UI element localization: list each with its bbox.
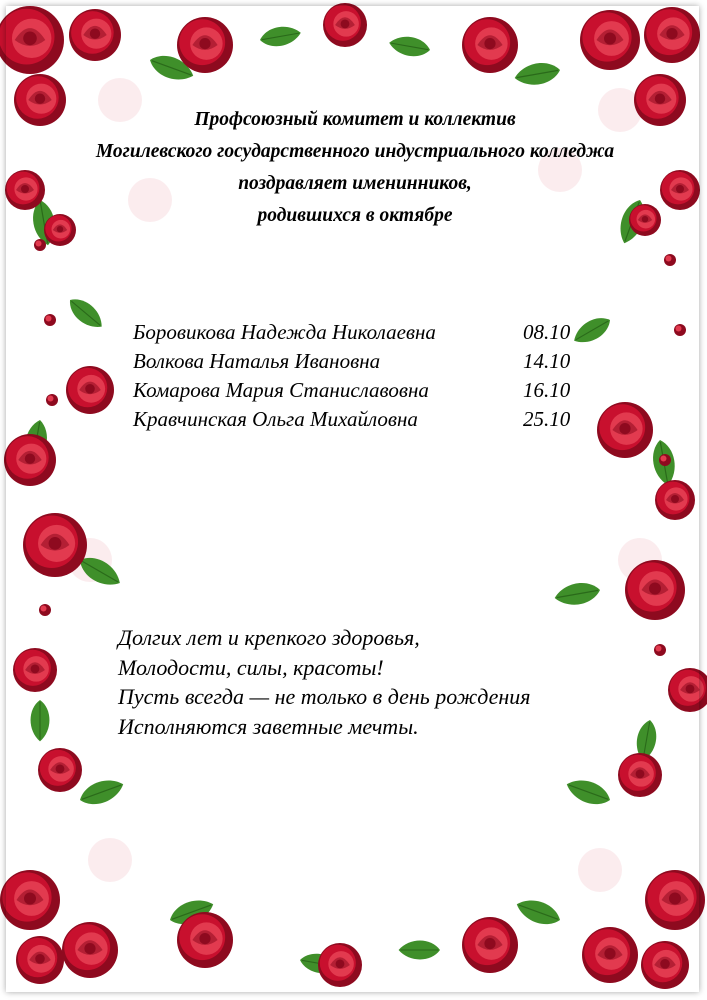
celebrant-name: Кравчинская Ольга Михайловна (133, 407, 418, 431)
leaf (513, 60, 562, 89)
pale-petal (578, 848, 622, 892)
rose (625, 560, 685, 620)
list-item (133, 376, 593, 405)
rose-bud-highlight (676, 326, 682, 332)
greeting-header (40, 104, 670, 232)
leaf (399, 941, 440, 960)
celebrants-list (133, 318, 593, 434)
celebrant-date: 08.10 (523, 320, 571, 344)
rose (0, 6, 64, 74)
poem-line: Исполняются заветные мечты. (118, 713, 419, 739)
rose (323, 3, 367, 47)
celebrant-name: Комарова Мария Станиславовна (133, 378, 429, 402)
rose (177, 17, 233, 73)
header-line: Могилевского государственного индустриального колледжа (95, 141, 615, 162)
rose (462, 17, 518, 73)
rose-bud-highlight (661, 456, 667, 462)
leaf (563, 774, 613, 809)
header-line: поздравляет именинников, (238, 173, 472, 194)
rose (177, 912, 233, 968)
list-item (133, 347, 593, 376)
rose (618, 753, 662, 797)
rose (641, 941, 689, 989)
rose-bud-highlight (656, 646, 662, 652)
greeting-poem (118, 623, 638, 741)
rose (16, 936, 64, 984)
rose (644, 7, 700, 63)
rose (23, 513, 87, 577)
celebrant-date: 25.10 (523, 407, 571, 431)
leaf (31, 700, 50, 741)
rose (4, 434, 56, 486)
rose (62, 922, 118, 978)
rose (597, 402, 653, 458)
rose-bud-highlight (46, 316, 52, 322)
rose (655, 480, 695, 520)
list-item (133, 405, 593, 434)
rose (13, 648, 57, 692)
poem-line: Молодости, силы, красоты! (118, 654, 384, 680)
rose (668, 668, 707, 712)
rose (66, 366, 114, 414)
rose (0, 870, 60, 930)
celebrant-date: 14.10 (523, 349, 571, 373)
leaf (388, 34, 432, 60)
leaf (76, 774, 126, 809)
poem-line: Пусть всегда — не только в день рождения (118, 684, 531, 709)
pale-petal (88, 838, 132, 882)
leaf (513, 894, 563, 929)
rose (580, 10, 640, 70)
leaf (553, 580, 602, 609)
celebrant-date: 16.10 (523, 378, 571, 402)
celebrant-name: Боровикова Надежда Николаевна (133, 320, 436, 344)
leaf (258, 24, 302, 50)
rose (645, 870, 705, 930)
rose-bud-highlight (41, 606, 47, 612)
rose (582, 927, 638, 983)
rose (5, 170, 45, 210)
list-item (133, 318, 593, 347)
poem-line: Долгих лет и крепкого здоровья, (118, 625, 420, 650)
header-line: родившихся в октябре (257, 205, 453, 226)
leaf (64, 293, 108, 334)
rose-bud-highlight (36, 241, 42, 247)
rose (318, 943, 362, 987)
rose (69, 9, 121, 61)
rose-bud-highlight (666, 256, 672, 262)
header-line: Профсоюзный комитет и коллектив (194, 109, 516, 130)
rose (38, 748, 82, 792)
rose (462, 917, 518, 973)
celebrant-name: Волкова Наталья Ивановна (133, 349, 381, 373)
rose-bud-highlight (48, 396, 54, 402)
